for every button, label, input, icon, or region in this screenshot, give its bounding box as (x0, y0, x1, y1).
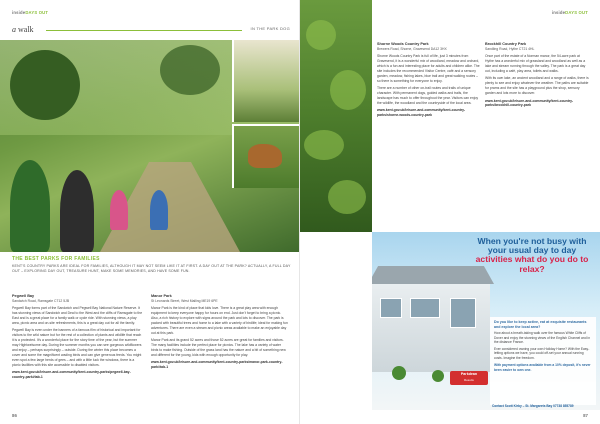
advert-contact[interactable]: Contact Scott Kirby – St. Margarets Bay 07738 855789 (492, 404, 574, 408)
park-paragraph: Pegwell Bay forms part of the Sandwich and Pegwell Bay National Nature Reserve. It has stunning views of Sandwich and Deal to the West and the cliffs of Ramsgate to the East and is a great place for a family walk or cycle ride. With stunning views, a play area, picnic area and on-site refreshments, this is a great day out for all the family. (12, 306, 143, 326)
photo-foliage (304, 130, 344, 160)
right-header-tag (552, 10, 588, 15)
children-field-photo (232, 40, 300, 122)
advert-headline-highlight: activities what do you do to relax? (475, 254, 589, 274)
park-paragraph: With its own lake, an ancient woodland and a range of walks, there is plenty to see and enjoy whatever the weather. The paths are suitable for prams and the site has a playground plus the shop, sensory garden and lots more to discover. (485, 76, 589, 96)
park-link[interactable]: www.kent.gov.uk/leisure-and-community/kent-country-parks/manor-park-country-park#tab-1 (151, 360, 283, 370)
park-link[interactable]: www.kent.gov.uk/leisure-and-community/kent-country-parks/brockhill-country-park (485, 98, 574, 108)
park-paragraph: Manor Park is the kind of place that kids love. There is a great play area with enough equipment to keep everyone happy for hours on end. Just don't forget to bring a picnic. Also, a rich history to explore with signs around the park and lots to discover. The park is packed with beautiful trees and home to a lake with a variety of birdlife; ideal for making fun adventures. There are even a stream and picnic areas available to make an enjoyable day out at this park. (151, 306, 288, 335)
shorne-woods-column (377, 42, 480, 118)
woodland-photo (300, 0, 372, 232)
park-name: Shorne Woods Country Park (377, 42, 429, 46)
park-address: Sandwich Road, Ramsgate CT12 5JB (12, 298, 70, 303)
park-paragraph: Pegwell Bay is even under the banners of a famous film of historical and important for visitors to the wild nature but for the rest of a collection of plants and wildlife that reach it is a protected. It's a wonderful place for the story time of the year, but the summer may Hightwelsome day. During the summer months you can see gorgeous wildflowers and enjoy – perhaps surprisingly – outside. During the winter this place becomes a cover and some the magnificent wading birds and can give generous feeds. You might even spot a few large herds of gees – and with a little luck the windows, there is a picnic facilities with this site accessible to disabled visitors. (12, 328, 142, 367)
header-suffix: DAYS OUT (565, 10, 588, 15)
best-parks-heading-block (12, 256, 292, 274)
advert-headline (470, 237, 594, 274)
left-header-tag (12, 10, 48, 15)
park-paragraph: There are a number of other on-trail routes and trails of unique character. With permanent dogs, guided walks and trails, the landscape has much to offer throughout the year. Visitors can enjoy the wildlife, the woodland and the countryside of the local area. (377, 86, 479, 105)
caravan-image (372, 280, 490, 372)
park-link[interactable]: www.kent.gov.uk/leisure-and-community/kent-country-parks/pegwell-bay-country-park#tab-1 (12, 370, 131, 380)
photo-foliage (330, 70, 366, 110)
parkdean-logo (450, 371, 488, 385)
holiday-home-advert[interactable] (372, 232, 600, 410)
best-parks-heading: THE BEST PARKS FOR FAMILIES (12, 256, 100, 262)
park-paragraph: Once part of the estate of a Norman manor, the 54-acre park at Hythe has a wonderful mix of grassland and woodland as well as a lake and stream running through the valley. The park is a great day out, including a café, play area, toilets and walks. (485, 54, 586, 74)
header-suffix: DAYS OUT (25, 10, 49, 15)
caravan-roof (372, 266, 494, 284)
photo-tree (10, 50, 80, 120)
plant-pot (432, 370, 444, 382)
park-address: Sandling Road, Hythe CT21 4HL (485, 46, 535, 51)
caravan-window (380, 298, 402, 318)
photo-dog (248, 144, 282, 168)
advert-headline-text: When you're not busy with your usual day to day (477, 236, 587, 256)
advert-textbox (490, 317, 596, 405)
brockhill-column (485, 42, 589, 108)
right-page-number: 87 (583, 413, 588, 418)
section-subtitle: IN THE PARK DOG (250, 26, 290, 31)
section-title-a: a (12, 25, 16, 34)
advert-box-footer: With payment options available from a 10% deposit, it's never been easier to own one. (494, 363, 591, 372)
park-address: St Leonards Street, West Malling ME19 6PE (151, 298, 218, 303)
photo-foliage (328, 180, 366, 214)
advert-box-paragraph: Ever considered owning your own Holiday Home? With the Easy-letting options we have, you could off-set your annual running costs. Imagine the freedom. (494, 346, 590, 360)
park-name: Pegwell Bay (12, 294, 35, 298)
photo-child (60, 170, 94, 252)
pegwell-bay-column (12, 294, 143, 380)
park-address: Brewers Road, Shorne, Gravesend DA12 3HX (377, 46, 447, 51)
manor-park-column (151, 294, 289, 370)
photo-child (10, 160, 50, 252)
logo-name: Parkdean (460, 372, 478, 376)
park-link[interactable]: www.kent.gov.uk/leisure-and-community/kent-country-parks/shorne-woods-country-park (377, 108, 466, 118)
header-prefix: inside (551, 10, 566, 15)
park-name: Brockhill Country Park (485, 42, 527, 46)
section-title-rest: walk (16, 25, 34, 34)
header-prefix: inside (12, 10, 26, 15)
section-heading (12, 25, 290, 35)
photo-child (110, 190, 128, 230)
caravan-window (410, 298, 440, 318)
advert-box-heading: Do you like to keep active, eat at exquisite restaurants and explore the local area? (494, 320, 587, 329)
photo-tree (160, 45, 220, 95)
photo-foliage (306, 20, 336, 50)
advert-box-paragraph: How about a breath-taking walk over the famous White Cliffs of Dover and enjoy the stunning views of the English Channel and in the distance France. (494, 331, 591, 344)
park-paragraph: Manor Park and its grand 52 acres and those 52 acres are great for families and visitors. The many facilities include the perfect place for picnics. The lake has a variety of water birds to make fishing. Outside of the grass land has the nature and a bit of something new and different for the young, kids with enough opportunity for play. (151, 338, 286, 357)
logo-sub: Resorts (464, 378, 474, 382)
park-paragraph: Shorne Woods Country Park is full of life, just 3 minutes from Gravesend, it is a wonderful mix of woodland, meadow and orchard, which is a fun and interesting place for adults and children alike. The site includes the recommended Visitor Centre, café and a sensory garden, meadow, fishing lakes, blue trail and great walking routes – so there is something for everyone to enjoy. (377, 54, 480, 83)
photo-child (150, 190, 168, 230)
dog-photo (232, 124, 300, 188)
park-name: Manor Park (151, 294, 172, 298)
best-parks-intro: KENT'S COUNTRY PARKS ARE IDEAL FOR FAMILIES, ALTHOUGH IT MAY NOT SEEM LIKE IT AT FIRST. A DAY OUT AT THE PARK? ACTUALLY, A FULL DAY OUT – EXPLORING DAY OUT, TREASURE HUNT, MAKE SOME MEMORIES, AND HAVE SOME FUN. (12, 264, 291, 273)
left-page-number: 86 (12, 413, 17, 418)
section-rule (46, 30, 242, 31)
caravan-door (450, 298, 476, 328)
plant-pot (392, 366, 406, 380)
section-title (12, 25, 34, 34)
